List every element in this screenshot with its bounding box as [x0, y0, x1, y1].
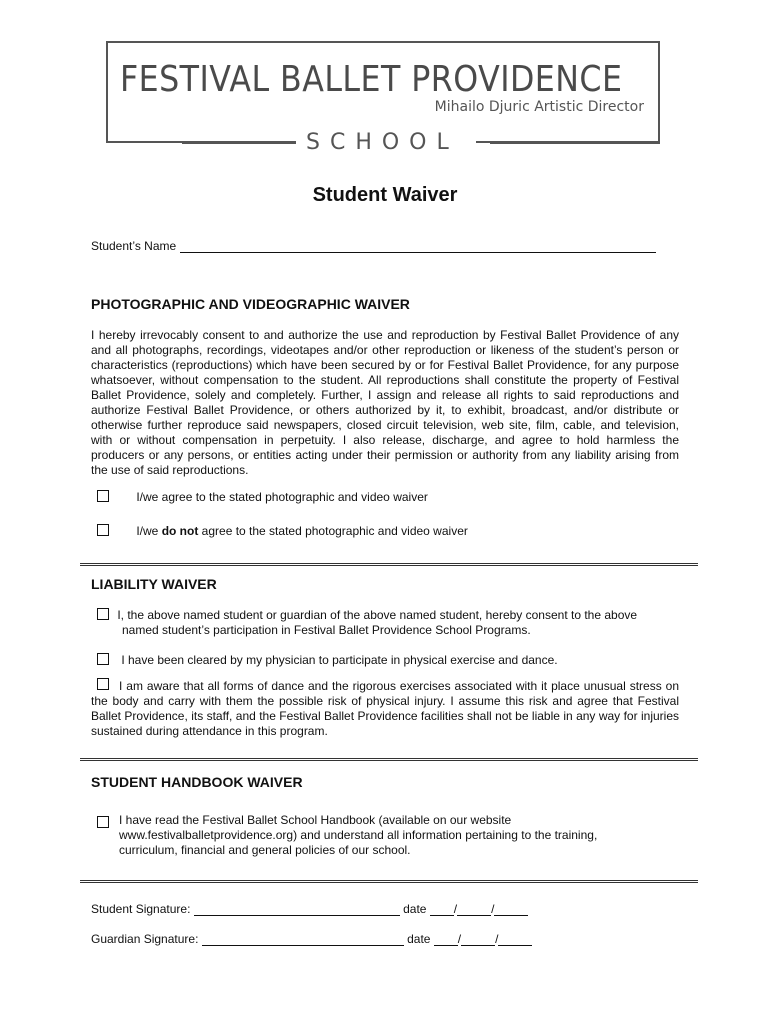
- section-divider: [80, 563, 698, 566]
- student-date-month[interactable]: [430, 903, 454, 916]
- guardian-date-month[interactable]: [434, 933, 458, 946]
- student-signature-label: Student Signature:: [91, 902, 191, 916]
- page-title: Student Waiver: [312, 184, 458, 206]
- guardian-date-label: date: [407, 932, 431, 946]
- student-date-year[interactable]: [494, 903, 528, 916]
- liability-item3-text: I am aware that all forms of dance and the rigorous exercises associated with it place unusual stress on the body and carry with them the possible risk of physical injury. I assume this risk and agree that Festival Ballet Providence, its staff, and the Festival Ballet Providence facilities shall not be liable in any way for injuries sustained during attendance in this program.: [91, 679, 679, 738]
- handbook-waiver-heading: STUDENT HANDBOOK WAIVER: [91, 774, 303, 790]
- student-signature-row: Student Signature: date / /: [91, 902, 528, 916]
- logo-subtitle: Mihailo Djuric Artistic Director: [434, 99, 644, 115]
- photo-disagree-label: I/we do not agree to the stated photographic and video waiver: [136, 524, 468, 538]
- section-divider: [80, 880, 698, 883]
- photo-agree-checkbox[interactable]: [97, 490, 109, 502]
- logo-line-right: [490, 142, 660, 144]
- section-divider: [80, 758, 698, 761]
- liability-item2-label: I have been cleared by my physician to participate in physical exercise and dance.: [121, 653, 558, 667]
- photo-agree-row: [97, 490, 428, 504]
- photo-agree-label: I/we agree to the stated photographic and video waiver: [136, 490, 428, 504]
- handbook-checkbox[interactable]: [97, 816, 109, 828]
- liability-waiver-heading: LIABILITY WAIVER: [91, 576, 217, 592]
- logo-school-row: [106, 128, 660, 158]
- liability-item1-checkbox[interactable]: [97, 608, 109, 620]
- liability-item2-row: [97, 653, 558, 667]
- guardian-signature-field[interactable]: [202, 933, 404, 946]
- handbook-line1: I have read the Festival Ballet School Handbook (available on our website: [119, 813, 512, 827]
- photo-waiver-heading: PHOTOGRAPHIC AND VIDEOGRAPHIC WAIVER: [91, 296, 410, 312]
- student-name-field[interactable]: [180, 240, 656, 253]
- student-name-row: [91, 239, 656, 253]
- student-signature-field[interactable]: [194, 903, 400, 916]
- photo-disagree-checkbox[interactable]: [97, 524, 109, 536]
- liability-item1-line2: named student’s participation in Festival Ballet Providence School Programs.: [122, 623, 531, 637]
- logo-school-text: SCHOOL: [306, 130, 459, 155]
- guardian-signature-label: Guardian Signature:: [91, 932, 199, 946]
- guardian-signature-row: Guardian Signature: date / /: [91, 932, 532, 946]
- student-date-label: date: [403, 902, 427, 916]
- liability-item2-checkbox[interactable]: [97, 653, 109, 665]
- handbook-line3: curriculum, financial and general policies of our school.: [119, 843, 411, 857]
- student-date-day[interactable]: [457, 903, 491, 916]
- liability-item1-line1: I, the above named student or guardian of the above named student, hereby consent to the above: [117, 608, 638, 622]
- photo-waiver-body: I hereby irrevocably consent to and authorize the use and reproduction by Festival Ballet Providence of any and all photographs, recordings, videotapes and/or other reproduction or likeness of the student’s person or characteristics (reproductions) which have been secured by or for Festival Ballet Providence, for any purpose whatsoever, without compensation to the student. All reproductions shall constitute the property of Festival Ballet Providence, solely and completely. Further, I assign and release all rights to said reproductions and authorize Festival Ballet Providence, or others authorized by it, to exhibit, broadcast, and/or distribute or otherwise further reproduce said newspapers, closed circuit television, web site, film, cable, and television, with or without compensation in perpetuity. I also release, discharge, and agree to hold harmless the producers or any persons, or entities acting under their permission or authority from any liability arising from the use of said reproductions.: [91, 328, 679, 477]
- photo-disagree-row: [97, 524, 468, 538]
- liability-item1-row: [97, 608, 637, 622]
- student-name-label: Student’s Name: [91, 239, 177, 253]
- handbook-line2: www.festivalballetprovidence.org) and understand all information pertaining to the training,: [119, 828, 598, 842]
- guardian-date-day[interactable]: [461, 933, 495, 946]
- logo-title: FESTIVAL BALLET PROVIDENCE: [120, 59, 623, 100]
- guardian-date-year[interactable]: [498, 933, 532, 946]
